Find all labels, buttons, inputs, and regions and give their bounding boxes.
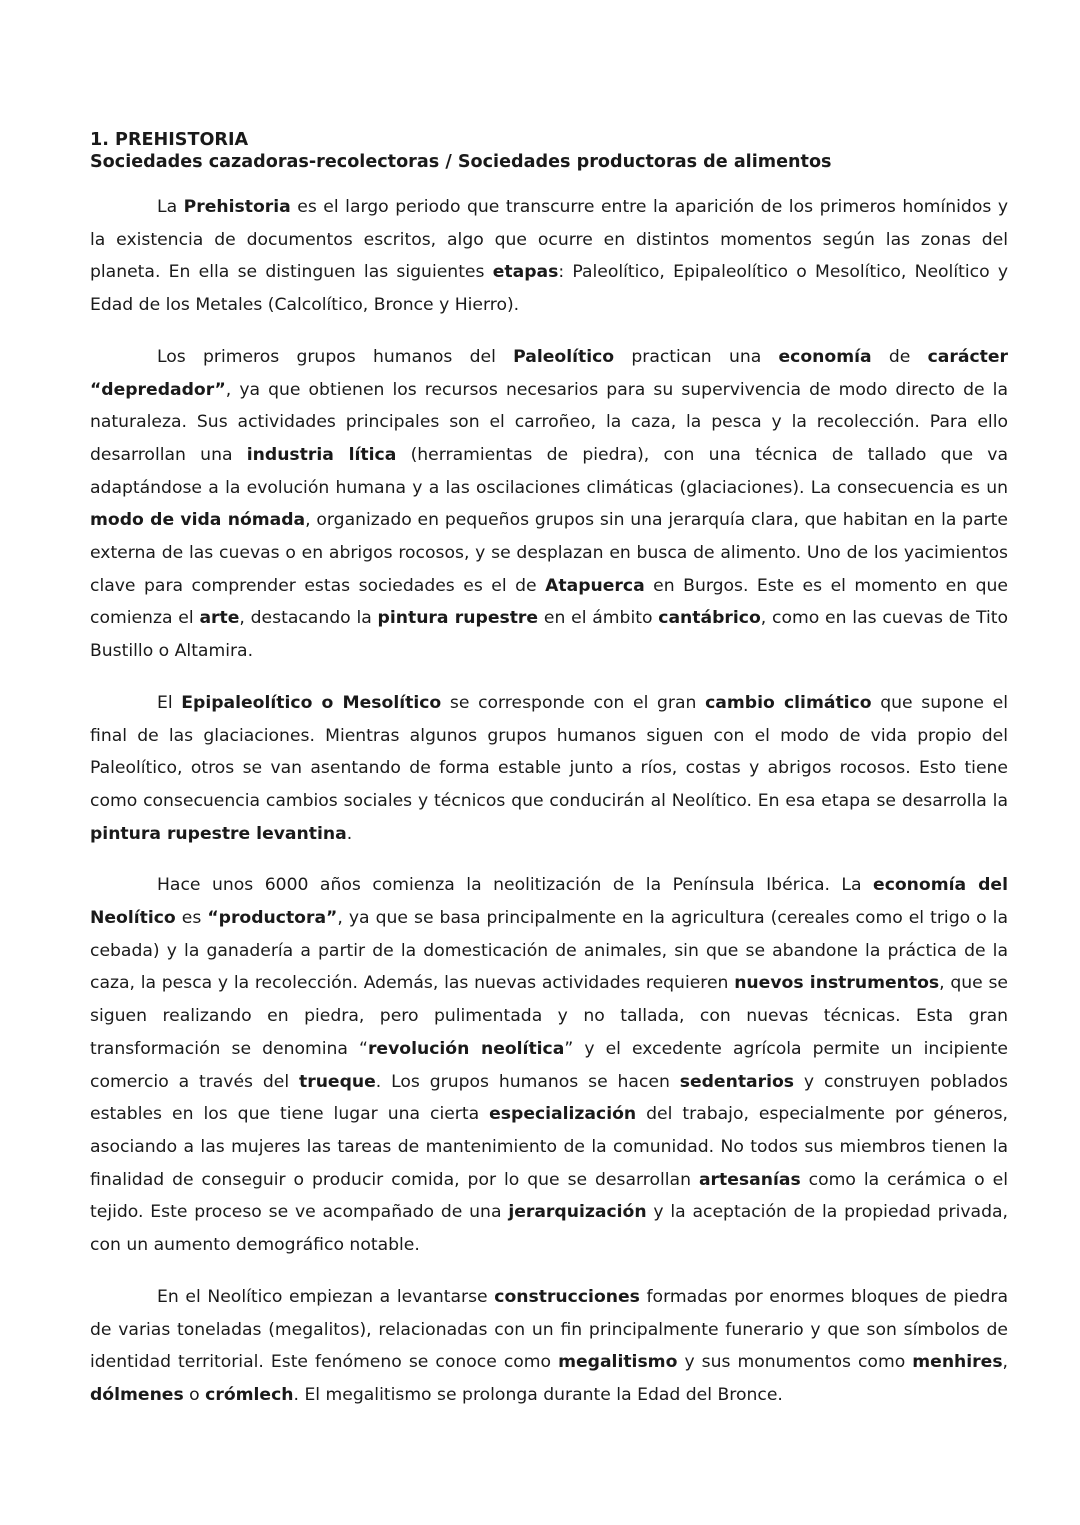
bold-term: nuevos instrumentos (734, 973, 940, 994)
text-run: La (157, 197, 184, 217)
text-run: , (1002, 1352, 1009, 1373)
bold-term: pintura rupestre levantina (90, 823, 347, 844)
bold-term: Atapuerca (545, 575, 645, 596)
bold-term: arte (199, 608, 240, 629)
paragraph (90, 687, 1008, 851)
bold-term: jerarquización (508, 1202, 647, 1223)
bold-term: construcciones (494, 1286, 640, 1307)
text-run: En el Neolítico empiezan a levantarse (157, 1286, 495, 1307)
bold-term: trueque (299, 1071, 376, 1092)
paragraph (90, 341, 1008, 668)
text-run: como la cerámica o el tejido. Este proceso se ve acompañado de una (90, 1169, 1008, 1223)
bold-term: modo de vida nómada (90, 510, 306, 531)
text-run: es (175, 908, 208, 929)
text-run: y construyen poblados estables en los que tiene lugar una cierta (90, 1071, 1008, 1125)
bold-term: cantábrico (658, 608, 761, 629)
text-run: de (871, 346, 928, 367)
bold-term: industria lítica (246, 444, 397, 465)
bold-term: artesanías (698, 1169, 801, 1190)
bold-term: Epipaleolítico o Mesolítico (181, 692, 442, 713)
section-subheading: Sociedades cazadoras-recolectoras / Sociedades productoras de alimentos (90, 152, 832, 172)
bold-term: revolución neolítica (367, 1038, 565, 1059)
bold-term: especialización (489, 1104, 637, 1125)
text-run: en el ámbito (538, 608, 659, 629)
bold-term: megalitismo (558, 1352, 678, 1373)
text-run: y sus monumentos como (677, 1352, 913, 1373)
text-run: Hace unos 6000 años comienza la neolitización de la Península Ibérica. La (157, 875, 874, 896)
bold-term: etapas (492, 262, 559, 283)
bold-term: cambio climático (705, 692, 872, 713)
body-text (90, 191, 1008, 1412)
text-run: formadas por enormes bloques de piedra de varias toneladas (megalitos), relacionadas con un fin principalmente funerario y que son símbolos de identidad territorial. Este fenómeno se conoce como (90, 1286, 1008, 1373)
text-run: El (157, 692, 182, 713)
text-run: , ya que obtienen los recursos necesarios para su supervivencia de modo directo de la naturaleza. Sus actividades principales son el carroñeo, la caza, la pesca y la recolección. Para ello desarrollan una (90, 379, 1008, 465)
text-run: , destacando la (239, 608, 378, 629)
bold-term: dólmenes (90, 1384, 184, 1405)
text-run: : Paleolítico, Epipaleolítico o Mesolítico, Neolítico y Edad de los Metales (Calcolítico, Bronce y Hierro). (90, 262, 1008, 316)
bold-term: pintura rupestre (377, 608, 539, 629)
text-run: , ya que se basa principalmente en la agricultura (cereales como el trigo o la cebada) y la ganadería a partir de la domesticación de animales, sin que se abandone la práctica de la caza, la pesca y la recolección. Además, las nuevas actividades requieren (90, 908, 1008, 994)
bold-term: economía (778, 346, 872, 367)
text-run: . Los grupos humanos se hacen (375, 1071, 680, 1092)
paragraph (90, 869, 1008, 1261)
text-run: practican una (614, 346, 779, 367)
section-heading: 1. PREHISTORIA (90, 130, 249, 150)
text-run: , organizado en pequeños grupos sin una jerarquía clara, que habitan en la parte externa de las cuevas o en abrigos rocosos, y se desplazan en busca de alimento. Uno de los yacimientos clave para comprender estas sociedades es el de (90, 510, 1008, 596)
text-run: , que se siguen realizando en piedra, pero pulimentada y no tallada, con nuevas técnicas. Esta gran transformación se denomina “ (90, 973, 1008, 1059)
bold-term: sedentarios (679, 1071, 795, 1092)
text-run: se corresponde con el gran (441, 692, 706, 713)
text-run: en Burgos. Este es el momento en que comienza el (90, 575, 1008, 629)
text-run: es el largo periodo que transcurre entre la aparición de los primeros homínidos y la existencia de documentos escritos, algo que ocurre en distintos momentos según las zonas del planeta. En ella se distinguen las siguientes (90, 197, 1008, 283)
text-run: del trabajo, especialmente por géneros, asociando a las mujeres las tareas de mantenimiento de la comunidad. No todos sus miembros tienen la finalidad de conseguir o producir comida, por lo que se desarrollan (90, 1104, 1008, 1190)
document-page (90, 129, 1008, 1431)
bold-term: “productora” (207, 908, 338, 929)
text-run: . El megalitismo se prolonga durante la Edad del Bronce. (293, 1384, 783, 1405)
text-run: o (183, 1384, 206, 1405)
text-run: Los primeros grupos humanos del (157, 346, 514, 367)
text-run: . (346, 823, 353, 844)
bold-term: economía del Neolítico (90, 875, 1008, 929)
text-run: , como en las cuevas de Tito Bustillo o Altamira. (90, 608, 1008, 662)
bold-term: menhires (912, 1352, 1003, 1373)
text-run: y la aceptación de la propiedad privada, con un aumento demográfico notable. (90, 1202, 1008, 1256)
text-run: ” y el excedente agrícola permite un incipiente comercio a través del (90, 1038, 1008, 1092)
bold-term: crómlech (205, 1384, 294, 1405)
bold-term: Prehistoria (183, 197, 291, 217)
bold-term: Paleolítico (513, 346, 615, 367)
paragraph (90, 1281, 1008, 1412)
paragraph (90, 191, 1008, 322)
text-run: (herramientas de piedra), con una técnica de tallado que va adaptándose a la evolución humana y a las oscilaciones climáticas (glaciaciones). La consecuencia es un (90, 444, 1008, 498)
text-run: que supone el final de las glaciaciones. Mientras algunos grupos humanos siguen con el modo de vida propio del Paleolítico, otros se van asentando de forma estable junto a ríos, costas y abrigos rocosos. Esto tiene como consecuencia cambios sociales y técnicos que conducirán al Neolítico. En esa etapa se desarrolla la (90, 692, 1009, 811)
bold-term: carácter “depredador” (90, 346, 1008, 400)
